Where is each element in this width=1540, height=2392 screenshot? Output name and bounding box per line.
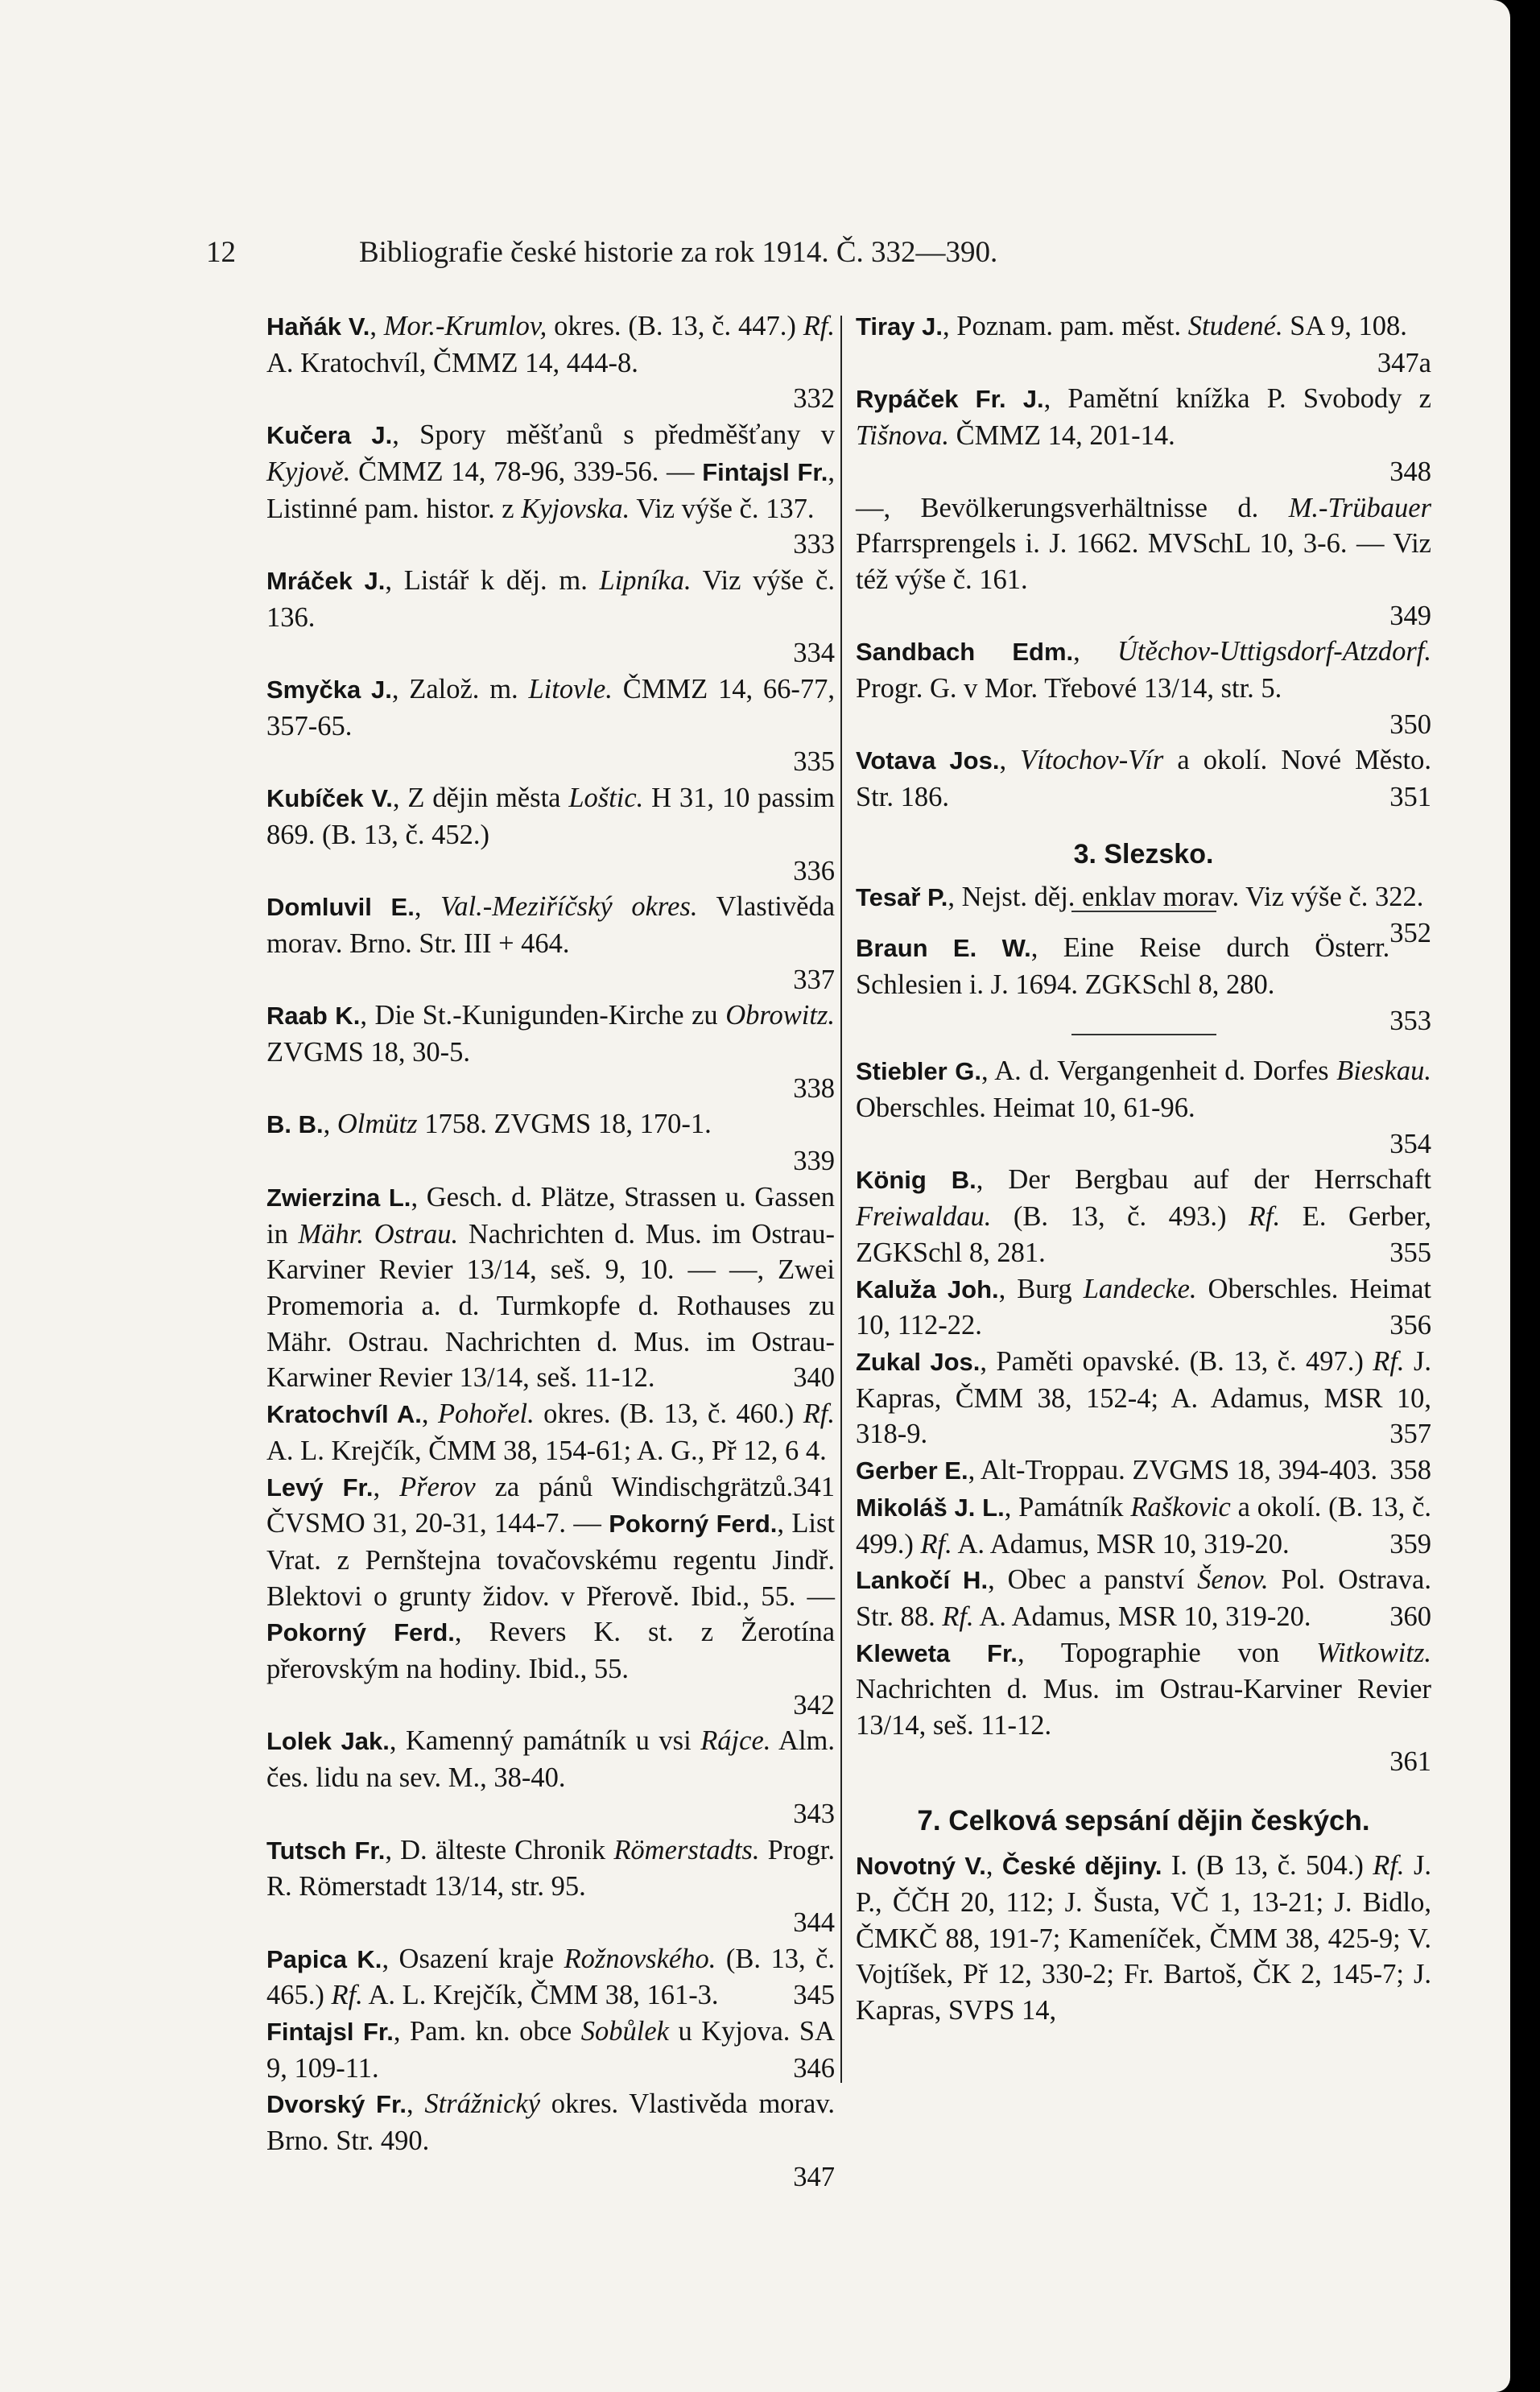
place-or-title: Raškovic [1130,1491,1231,1522]
entry-text [856,742,1431,815]
entry-text [266,998,835,1070]
bibliography-entry [266,1469,835,1724]
entry-fragment: , D. älteste Chronik [385,1834,614,1865]
entry-fragment: , Burg [998,1273,1084,1304]
author-name: Kubíček V. [266,784,393,813]
entry-fragment: , [406,2088,425,2120]
entry-text [266,2014,835,2086]
entry-number: 355 [1389,1237,1431,1268]
entry-text [266,889,835,961]
entry-fragment: A. Adamus, MSR 10, 319-20. [952,1528,1290,1560]
entry-fragment: , Alt-Troppau. ZVGMS 18, 394-403. [968,1455,1378,1486]
place-or-title: Vítochov-Vír [1020,745,1164,776]
entry-text [266,1832,835,1905]
place-or-title: M.-Trübauer [1288,492,1431,523]
entry-text [856,634,1431,706]
entry-text [266,1106,835,1143]
entry-number: 337 [793,964,835,995]
entry-number: 339 [793,1146,835,1177]
entry-fragment: , Pam. kn. obce [393,2016,581,2047]
author-name: Kučera J. [266,421,393,450]
entry-fragment: , Obec a panství [988,1564,1198,1596]
entry-number: 340 [793,1362,835,1394]
entry-fragment: , Památník [1004,1491,1131,1522]
entry-text [266,2086,835,2159]
entry-fragment: , Z dějin města [392,783,569,814]
bibliography-entry [856,1344,1431,1452]
entry-fragment: , Nejst. děj. enklav morav. Viz výše č. 322. [948,881,1424,912]
place-or-title: Rf. [1248,1201,1281,1233]
bibliography-entry [266,780,835,889]
entry-fragment: A. L. Krejčík, ČMM 38, 154-61; A. G., Př 12, 6 4. [266,1435,827,1466]
entry-number: 336 [793,855,835,886]
place-or-title: Pohořel. [437,1398,535,1430]
place-or-title: Lipníka. [599,564,692,596]
author-name: Stiebler G. [856,1057,981,1086]
entry-text [266,780,835,853]
entry-fragment: , [414,891,441,923]
entry-fragment: u Kyjova. SA 9, 109-11. [266,2016,835,2084]
entry-fragment: , Pamětní knížka P. Svobody z [1043,383,1431,415]
entry-fragment: Viz výše č. 137. [630,493,815,524]
entry-fragment: , Osazení kraje [382,1943,564,1974]
entry-fragment: Nachrichten d. Mus. im Ostrau-Karviner Revier 13/14, seš. 11-12. [856,1674,1431,1741]
author-name: Votava Jos. [856,746,1000,775]
bibliography-entry [266,998,835,1106]
place-or-title: Útěchov-Uttigsdorf-Atzdorf. [1117,636,1432,667]
author-name: Kratochvíl A. [266,1400,422,1429]
entry-fragment: , Gesch. d. Plätze, Strassen u. Gassen in [266,1181,835,1250]
entry-fragment: za pánů Windischgrätzů. ČVSMO 31, 20-31, 144-7. — [266,1471,794,1539]
separator-rule [1071,1034,1216,1035]
entry-text [856,381,1431,453]
place-or-title: Litovle. [528,674,613,705]
author-name: Fintajsl Fr. [702,457,828,486]
author-name: Papica K. [266,1944,382,1973]
place-or-title: Römerstadts. [613,1834,760,1865]
place-or-title: Rf. [331,1980,363,2011]
entry-text [266,1723,835,1795]
silesia-entries-b [856,930,1431,1039]
bibliography-entry [266,1106,835,1179]
author-name: Domluvil E. [266,893,415,922]
entry-number: 347a [1377,347,1431,378]
place-or-title: Bieskau. [1336,1056,1431,1087]
entry-fragment: (B. 13, č. 465.) [266,1943,835,2011]
author-name: Raab K. [266,1002,361,1031]
entry-number: 359 [1389,1528,1431,1560]
entry-fragment: H 31, 10 passim 869. (B. 13, č. 452.) [266,783,835,850]
bibliography-entry [266,671,835,780]
author-name: Lolek Jak. [266,1727,390,1756]
author-name: König B. [856,1166,976,1195]
entry-number: 350 [1389,709,1431,740]
entry-number: 344 [793,1907,835,1938]
entry-fragment: , Topographie von [1017,1637,1317,1668]
entry-text [856,1344,1431,1452]
entry-fragment: I. (B 13, č. 504.) [1162,1850,1373,1882]
place-or-title: Mor.-Krumlov, [383,311,547,341]
bibliography-entry [266,2086,835,2195]
entry-text [856,1053,1431,1126]
entry-number: 335 [793,746,835,778]
entry-fragment: (B. 13, č. 493.) [991,1201,1249,1233]
author-name: Braun E. W. [856,934,1031,963]
entry-fragment: ČMMZ 14, 66-77, 357-65. [266,674,835,742]
author-name: Mráček J. [266,566,386,595]
entry-fragment: , List Vrat. z Pernštejna tovačovskému regentu Jindř. Blektovi o grunty židov. v Přerově. Ibid., 55. — [266,1508,836,1612]
place-or-title: Rf. [803,311,836,341]
entry-number: 356 [1389,1310,1431,1341]
place-or-title: Šenov. [1197,1564,1269,1596]
bibliography-entry [266,563,835,671]
place-or-title: Rf. [942,1601,974,1632]
entry-fragment: a okolí. (B. 13, č. 499.) [856,1491,1432,1560]
entry-fragment: Pol. Ostrava. Str. 88. [856,1564,1431,1632]
entry-fragment: Nachrichten d. Mus. im Ostrau-Karviner Revier 13/14, seš. 9, 10. — —, Zwei Promemoria a. d. Turmkopfe d. Rothauses zu Mähr. Ostrau. Nachrichten d. Mus. im Ostrau-Karwiner Revier 13/14, seš. 11-12. [266,1218,835,1394]
section-heading-silesia: 3. Slezsko. [1073,838,1214,870]
entry-fragment: , [373,1471,400,1502]
bibliography-entry [266,1723,835,1832]
entry-number: 342 [793,1689,835,1721]
place-or-title: Mähr. Ostrau. [298,1218,459,1250]
bibliography-entry [856,1271,1431,1344]
entry-text [856,1452,1431,1489]
entry-number: 354 [1389,1128,1431,1159]
bibliography-entry [856,930,1431,1039]
bibliography-entry [266,1832,835,1941]
entry-fragment: , Der Bergbau auf der Herrschaft [976,1164,1432,1196]
place-or-title: Rf. [803,1398,836,1430]
entry-number: 347 [793,2161,835,2192]
place-or-title: Freiwaldau. [856,1201,992,1233]
bibliography-entry [856,381,1431,490]
entry-fragment: , [999,745,1021,776]
moravia-entries-continued [856,308,1431,816]
author-name: Haňák V. [266,312,370,341]
author-name: Gerber E. [856,1456,968,1485]
entry-fragment: Oberschles. Heimat 10, 61-96. [856,1093,1195,1124]
entry-number: 332 [793,383,835,415]
place-or-title: Rájce. [700,1725,771,1757]
entry-fragment: SA 9, 108. [1282,311,1407,341]
place-or-title: Val.-Meziříčský okres. [440,891,698,923]
place-or-title: Kyjově. [266,456,351,487]
entry-fragment: J. Kapras, ČMM 38, 152-4; A. Adamus, MSR 10, 318-9. [856,1345,1432,1450]
author-name: Levý Fr. [266,1473,374,1502]
entry-fragment: Progr. R. Römerstadt 13/14, str. 95. [266,1834,836,1902]
bibliography-entry [856,1053,1431,1162]
place-or-title: Loštic. [568,783,644,814]
silesia-entries-c [856,1053,1431,1779]
bibliography-entry [266,889,835,998]
bibliography-entry [266,308,835,417]
right-column [856,308,1431,2029]
entry-fragment: , Založ. m. [391,674,529,705]
entry-fragment: Vlastivěda morav. Brno. Str. III + 464. [266,891,836,959]
entry-text [856,930,1431,1002]
place-or-title: Strážnický [424,2088,541,2120]
entry-fragment: A. L. Krejčík, ČMM 38, 161-3. [362,1980,719,2011]
bibliography-entry [266,1941,835,2014]
entry-text [856,490,1431,598]
place-or-title: Sobůlek [580,2016,669,2047]
bibliography-entry [856,1848,1431,2029]
author-name: Tutsch Fr. [266,1836,386,1865]
entry-fragment: , Eine Reise durch Österr. Schlesien i. J. 1694. ZGKSchl 8, 280. [856,932,1390,1000]
entry-number: 333 [793,529,835,560]
left-column [266,308,835,2196]
entry-fragment: Viz výše č. 136. [266,564,835,633]
entry-fragment: , [1073,636,1118,667]
author-name: Lankočí H. [856,1566,989,1595]
author-name: Mikoláš J. L. [856,1493,1005,1522]
place-or-title: Rf. [1373,1850,1405,1882]
entry-fragment: ČMMZ 14, 201-14. [948,420,1175,452]
place-or-title: Witkowitz. [1316,1637,1431,1668]
place-or-title: Kyjovska. [521,493,630,524]
entry-number: 351 [1389,782,1431,813]
entry-fragment: , Listář k děj. m. [385,564,600,596]
entry-number: 353 [1389,1005,1431,1036]
entry-text [856,1848,1431,2029]
entry-fragment: A. Adamus, MSR 10, 319-20. [973,1601,1311,1632]
entry-fragment: , [323,1109,337,1140]
bibliography-entry [856,308,1431,381]
author-name: Tesař P. [856,882,948,911]
page-number: 12 [206,236,236,269]
entry-text [266,671,835,744]
bibliography-entry [266,2014,835,2086]
entry-fragment: 1758. ZVGMS 18, 170-1. [417,1109,712,1140]
running-title: Bibliografie české historie za rok 1914. Č. 332—390. [359,236,998,269]
place-or-title: Tišnova. [856,420,949,452]
entry-fragment: A. Kratochvíl, ČMMZ 14, 444-8. [266,347,638,378]
bibliography-entry [856,634,1431,742]
author-name: B. B. [266,1110,324,1139]
bibliography-entry [266,417,835,563]
entry-number: 341 [793,1471,835,1502]
bibliography-entry [856,1162,1431,1270]
entry-fragment: a okolí. Nové Město. Str. 186. [856,745,1431,813]
entry-fragment: , [370,311,384,341]
work-title: České dějiny. [1001,1852,1162,1881]
bibliography-entry [856,742,1431,815]
entry-fragment: Alm. čes. lidu na sev. M., 38-40. [266,1725,835,1794]
entry-number: 348 [1389,456,1431,487]
entry-text [856,1635,1431,1744]
entry-text [266,308,835,381]
place-or-title: Landecke. [1083,1273,1197,1304]
bibliography-entry [266,1179,835,1396]
entry-fragment: ZVGMS 18, 30-5. [266,1037,471,1068]
author-name: Fintajsl Fr. [266,2018,394,2047]
entry-fragment: , Poznam. pam. měst. [943,311,1188,341]
entry-number: 338 [793,1072,835,1104]
general-histories-entries [856,1848,1431,2029]
entry-fragment: , A. d. Vergangenheit d. Dorfes [981,1056,1337,1087]
entry-fragment: , Revers K. st. z Žerotína přerovským na hodiny. Ibid., 55. [266,1617,836,1685]
author-name: Tiray J. [856,312,943,341]
entry-text [266,1179,835,1396]
author-name: Pokorný Ferd. [609,1510,778,1539]
author-name: Smyčka J. [266,675,392,704]
entry-fragment: Pfarrsprengels i. J. 1662. MVSchL 10, 3-6. — Viz též výše č. 161. [856,528,1431,595]
entry-number: 358 [1389,1455,1431,1486]
place-or-title: Rf. [1373,1345,1405,1377]
entry-text [856,308,1431,345]
bibliography-entry [856,1489,1431,1562]
section-heading-general-histories: 7. Celková sepsání dějin českých. [917,1805,1370,1837]
author-name: Zwierzina L. [266,1183,411,1212]
bibliography-entry [856,1635,1431,1780]
place-or-title: Rf. [920,1528,952,1560]
entry-fragment: , [985,1850,1002,1882]
entry-text [266,1469,835,1688]
entry-fragment: Oberschles. Heimat 10, 112-22. [856,1273,1431,1341]
entry-text [856,1162,1431,1270]
place-or-title: Olmütz [336,1109,418,1140]
entry-text [266,563,835,635]
author-name: Novotný V. [856,1852,986,1881]
author-name: Pokorný Ferd. [266,1618,455,1647]
entry-text [856,1271,1431,1344]
bibliography-entry [856,1452,1431,1489]
place-or-title: Studené. [1187,311,1283,341]
entry-number: 345 [793,1980,835,2011]
entry-fragment: J. P., ČČH 20, 112; J. Šusta, VČ 1, 13-21; J. Bidlo, ČMKČ 88, 191-7; Kameníček, ČMM 38, 425-9; V. Vojtíšek, Př 12, 330-2; Fr. Bartoš, ČK 2, 145-7; J. Kapras, SVPS 14, [856,1850,1431,2026]
author-name: Rypáček Fr. J. [856,385,1044,414]
entry-number: 352 [1389,918,1431,949]
entry-fragment: , Paměti opavské. (B. 13, č. 497.) [980,1345,1373,1377]
column-divider [840,316,842,2083]
entry-text [266,1941,835,2014]
bibliography-entry [856,490,1431,634]
entry-fragment: , [421,1398,438,1430]
entry-number: 349 [1389,600,1431,631]
entry-fragment: , Spory měšťanů s předměšťany v [392,419,835,451]
entry-fragment: , Kamenný památník u vsi [389,1725,701,1757]
running-header [206,235,1212,270]
entry-fragment: , Die St.-Kunigunden-Kirche zu [360,1000,726,1031]
entry-fragment: ČMMZ 14, 78-96, 339-56. — [350,456,703,487]
entry-number: 334 [793,638,835,669]
entry-number: 357 [1389,1419,1431,1450]
entry-fragment: okres. (B. 13, č. 460.) [534,1398,803,1430]
entry-number: 343 [793,1798,835,1829]
entry-fragment: okres. Vlastivěda morav. Brno. Str. 490. [266,2088,835,2157]
author-name: Sandbach Edm. [856,638,1074,667]
bibliography-entry [856,1562,1431,1634]
entry-number: 361 [1389,1745,1431,1777]
entry-number: 360 [1389,1601,1431,1632]
author-name: Kaluža Joh. [856,1274,999,1303]
entry-text [266,417,835,527]
place-or-title: Obrowitz. [725,1000,835,1031]
place-or-title: Přerov [399,1471,476,1502]
entry-fragment: —, Bevölkerungsverhältnisse d. [856,492,1289,523]
author-name: Zukal Jos. [856,1347,981,1376]
entry-text [856,1562,1431,1634]
entry-fragment: okres. (B. 13, č. 447.) [547,311,803,341]
author-name: Dvorský Fr. [266,2090,407,2119]
entry-fragment: E. Gerber, ZGKSchl 8, 281. [856,1201,1431,1268]
entry-text [856,1489,1431,1562]
entry-fragment: , Listinné pam. histor. z [266,456,835,524]
place-or-title: Rožnovského. [564,1943,716,1974]
entry-fragment: Progr. G. v Mor. Třebové 13/14, str. 5. [856,673,1282,704]
author-name: Kleweta Fr. [856,1638,1018,1667]
entry-number: 346 [793,2052,835,2084]
